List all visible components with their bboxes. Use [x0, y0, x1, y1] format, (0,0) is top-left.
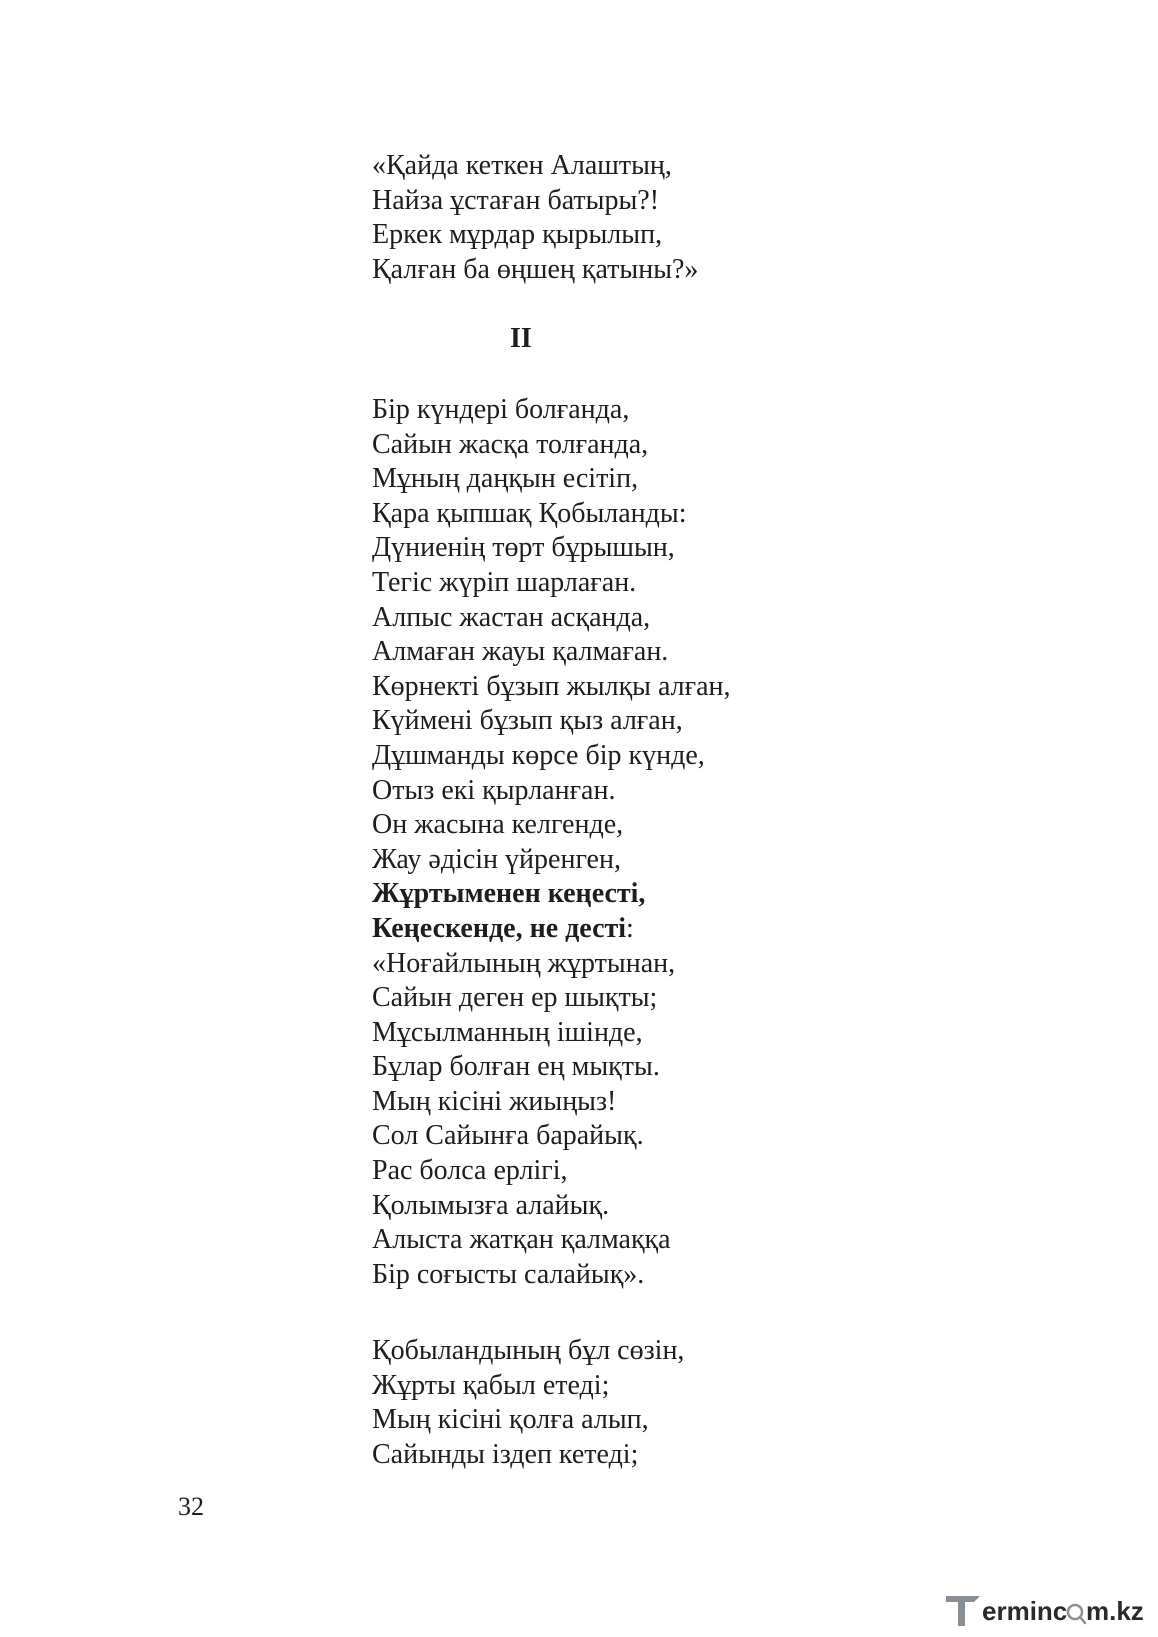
poem-line: Дұшманды көрсе бір күнде, [372, 739, 705, 771]
poem-line: Көрнекті бұзып жылқы алған, [372, 670, 731, 702]
poem-line: Отыз екі қырланған. [372, 774, 616, 806]
poem-line: Жау әдісін үйренген, [372, 843, 621, 875]
poem-line: Сол Сайынға барайық. [372, 1120, 644, 1152]
poem-line-bold [372, 912, 731, 947]
poem-line: «Ноғайлының жұртынан, [372, 947, 676, 979]
poem-line: Қара қыпшақ Қобыланды: [372, 497, 687, 529]
poem-line: Мұның даңқын есітіп, [372, 463, 639, 495]
poem-line: Бұлар болған ең мықты. [372, 1051, 660, 1083]
poem-line: Жұрты қабыл етеді; [372, 1369, 610, 1401]
poem-line: Мың кісіні қолға алып, [372, 1404, 649, 1436]
poem-line: Бір күндері болғанда, [372, 394, 630, 425]
poem-line: Он жасына келгенде, [372, 809, 624, 841]
poem-line: «Қайда кеткен Алаштың, [372, 150, 672, 181]
watermark-logo-icon [944, 1590, 1144, 1630]
poem-line: Дүниенің төрт бұрышын, [372, 532, 675, 564]
poem-line: Қалған ба өңшең қатыны?» [372, 253, 699, 285]
poem-line-bold [372, 877, 731, 912]
poem-line: Найза ұстаған батыры?! [372, 184, 660, 216]
poem-line: Рас болса ерлігі, [372, 1155, 568, 1187]
poem-line: Сайын деген ер шықты; [372, 982, 658, 1014]
svg-text:m.kz: m.kz [1086, 1596, 1144, 1626]
poem-line: Тегіс жүріп шарлаған. [372, 566, 637, 598]
colon-suffix: : [626, 912, 634, 944]
stanza-3 [372, 1334, 684, 1472]
watermark-logo [944, 1590, 1144, 1630]
poem-line: Сайынды іздеп кетеді; [372, 1438, 639, 1470]
bold-text: Кеңескенде, не десті [372, 912, 627, 944]
poem-line: Мың кісіні жиыңыз! [372, 1085, 617, 1117]
svg-text:erminc: erminc [982, 1596, 1068, 1626]
poem-line: Бір соғысты салайық». [372, 1258, 645, 1290]
poem-line: Қолымызға алайық. [372, 1189, 610, 1221]
poem-line: Сайын жасқа толғанда, [372, 428, 649, 460]
poem-line: Алыста жатқан қалмаққа [372, 1224, 671, 1256]
poem-line: Мұсылманның ішінде, [372, 1016, 643, 1048]
stanza-2 [372, 393, 731, 1292]
poem-line: Алпыс жастан асқанда, [372, 601, 651, 633]
stanza-1 [372, 149, 698, 287]
poem-line: Қобыландының бұл сөзін, [372, 1335, 685, 1366]
poem-line: Күймені бұзып қыз алған, [372, 705, 683, 737]
poem-line: Алмаған жауы қалмаған. [372, 636, 669, 668]
page-number: 32 [178, 1492, 204, 1521]
section-heading: II [510, 323, 532, 354]
poem-line: Еркек мұрдар қырылып, [372, 219, 663, 251]
bold-text: Жұртыменен кеңесті, [372, 878, 646, 910]
